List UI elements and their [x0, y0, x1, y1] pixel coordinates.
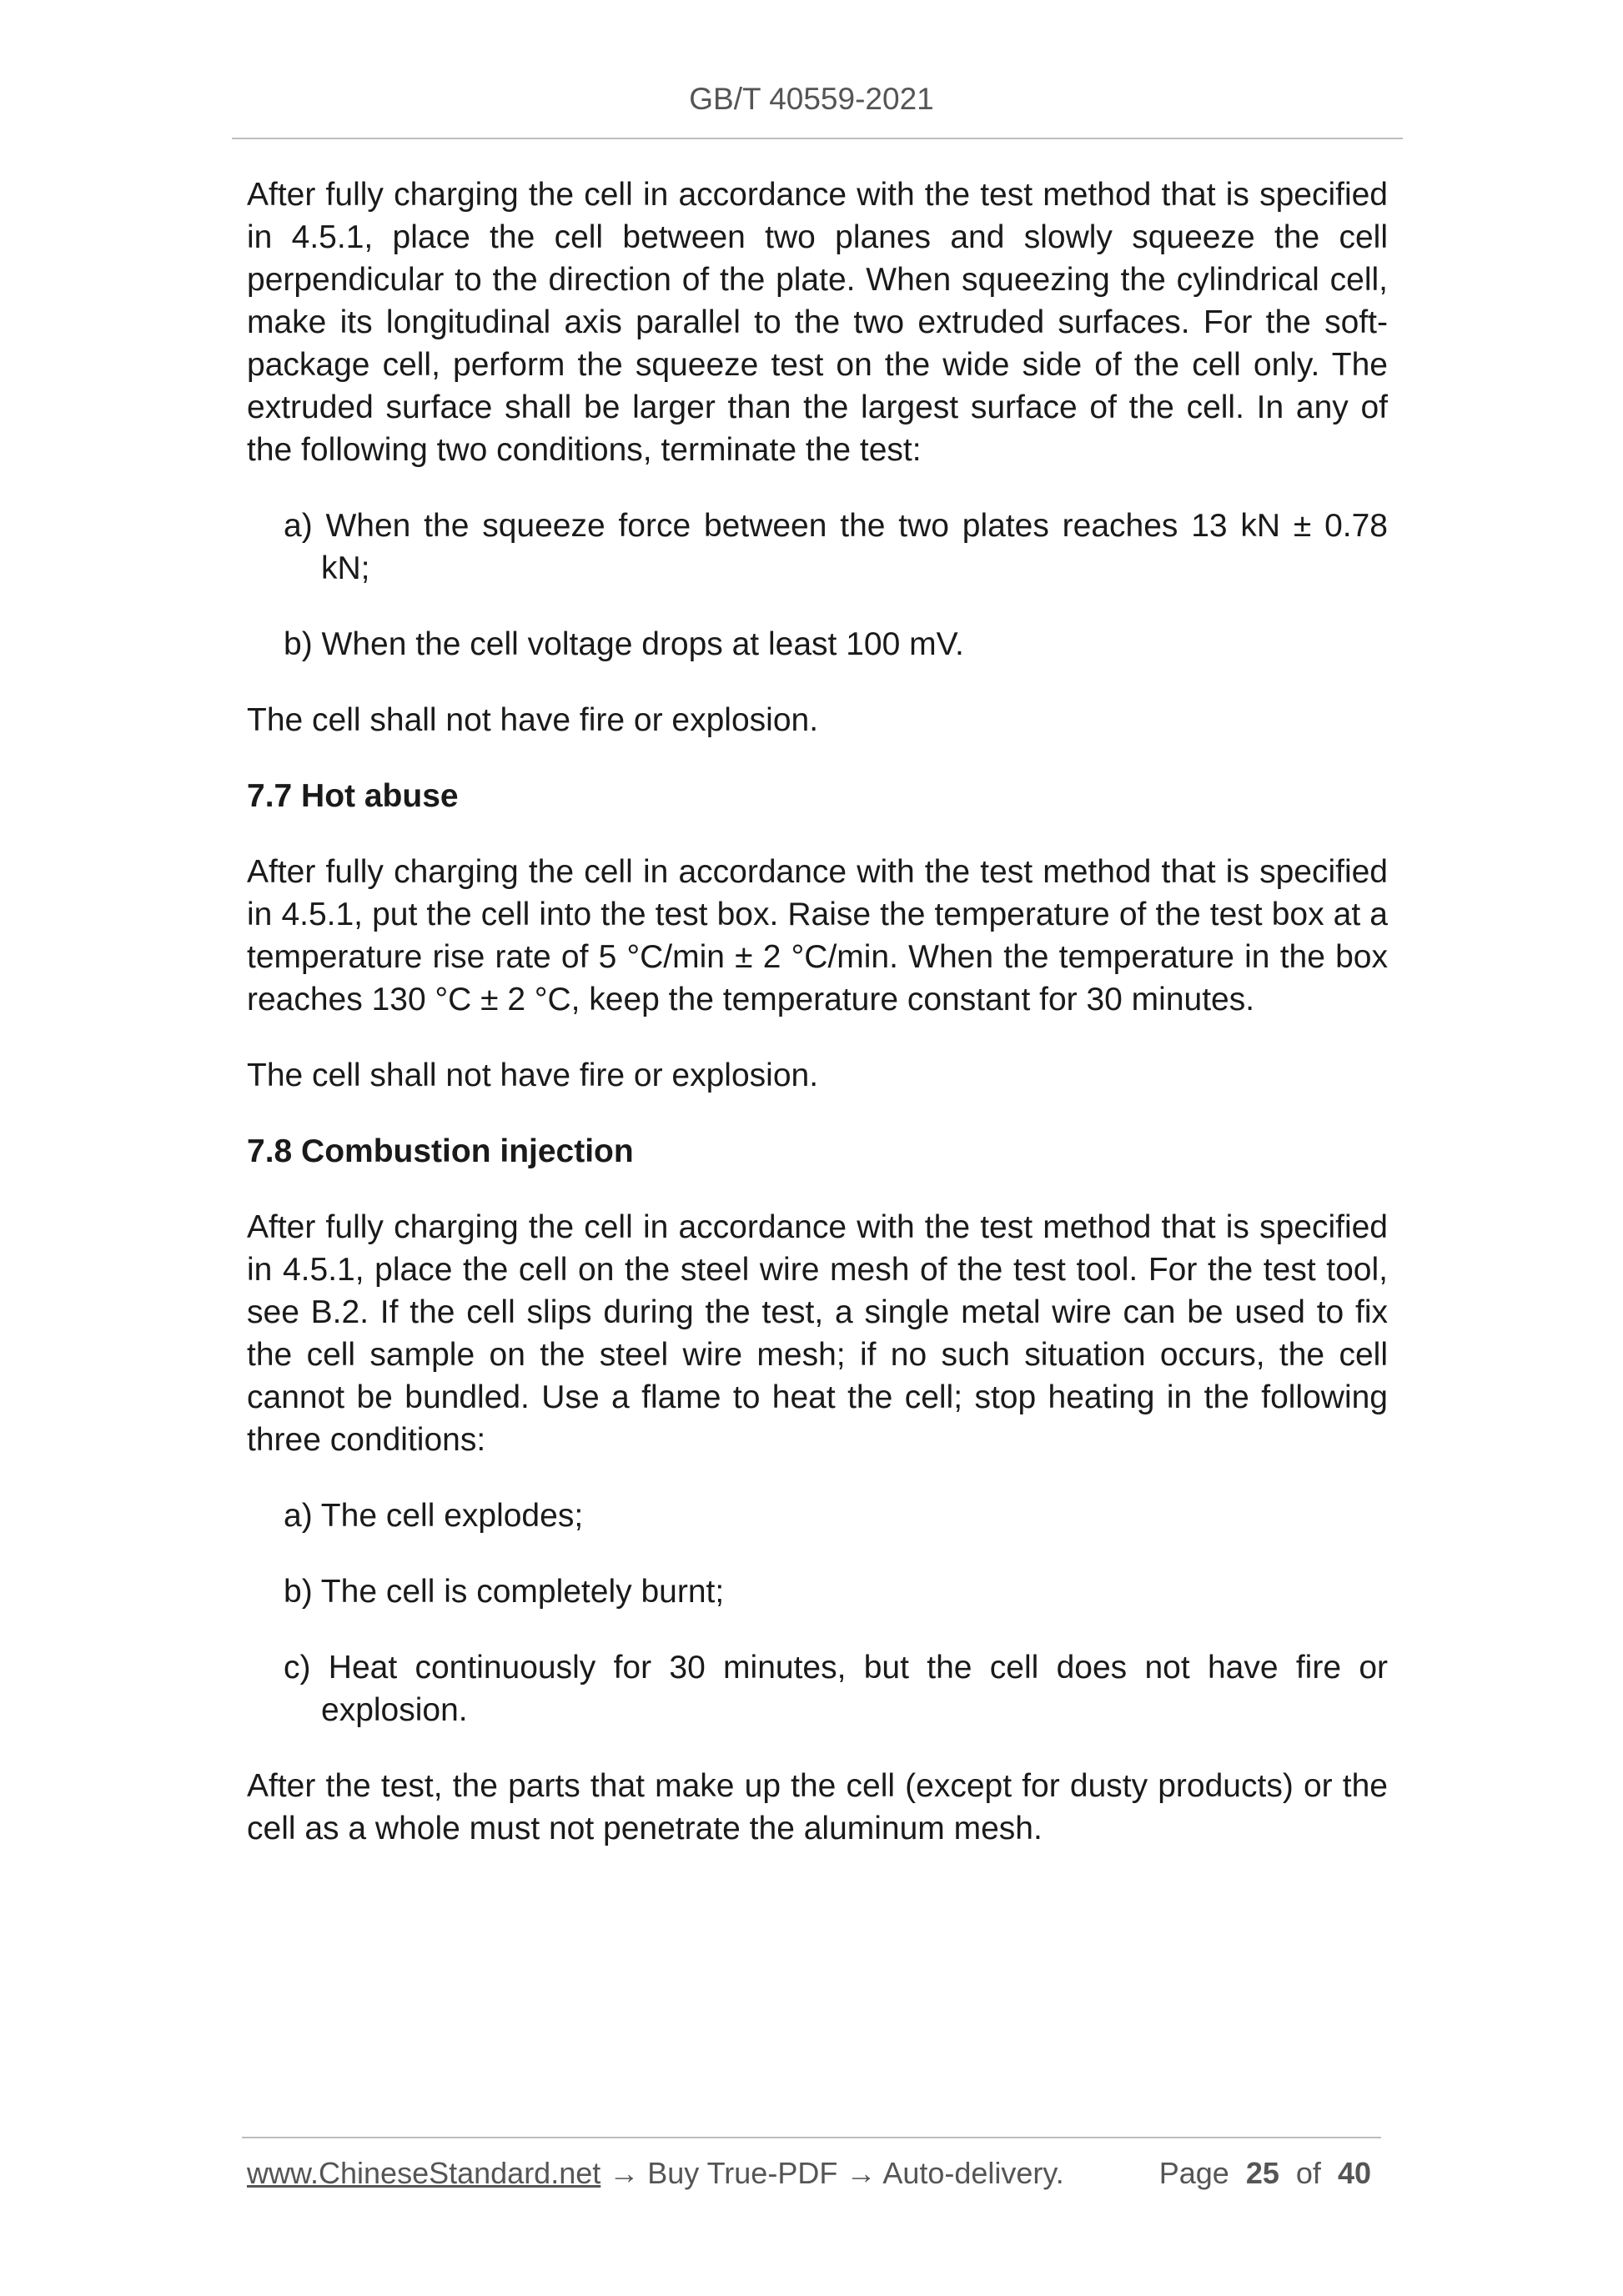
page-content — [247, 173, 1388, 1883]
page-footer — [247, 2156, 1381, 2198]
paragraph-combustion-requirement: After the test, the parts that make up the cell (except for dusty products) or the cell as a whole must not penetrate the aluminum mesh. — [247, 1768, 1388, 1846]
paragraph-combustion-procedure: After fully charging the cell in accordance with the test method that is specified in 4.5.1, place the cell on the steel wire mesh of the test tool. For the test tool, see B.2. If the cell slips during the test, a single metal wire can be used to fix the cell sample on the steel wire mesh; if no such situation occurs, the cell cannot be bundled. Use a flame to heat the cell; stop heating in the following three conditions: — [247, 1209, 1388, 1458]
paragraph-hot-abuse-requirement: The cell shall not have fire or explosion. — [247, 1058, 819, 1093]
paragraph-hot-abuse-procedure: After fully charging the cell in accordance with the test method that is specified in 4.5.1, put the cell into the test box. Raise the temperature of the test box at a temperature rise rate of 5 °C/min ± 2 °C/min. When the temperature in the box reaches 130 °C ± 2 °C, keep the temperature constant for 30 minutes. — [247, 854, 1388, 1017]
list-item-cell-burnt: b) The cell is completely burnt; — [284, 1574, 725, 1610]
paragraph-squeeze-procedure: After fully charging the cell in accordance with the test method that is specified in 4.5.1, place the cell between two planes and slowly squeeze the cell perpendicular to the direction of the plate. When squeezing the cylindrical cell, make its longitudinal axis parallel to the two extruded surfaces. For the soft-package cell, perform the squeeze test on the wide side of the cell only. The extruded surface shall be larger than the largest surface of the cell. In any of the following two conditions, terminate the test: — [247, 177, 1388, 468]
footer-divider — [242, 2137, 1381, 2138]
header-divider — [232, 138, 1403, 139]
page-total: 40 — [1337, 2156, 1371, 2190]
paragraph-squeeze-requirement: The cell shall not have fire or explosion. — [247, 702, 819, 738]
list-item-heat-continuously: c) Heat continuously for 30 minutes, but the cell does not have fire or explosion. — [284, 1650, 1388, 1728]
chinesestandard-link[interactable]: www.ChineseStandard.net — [247, 2156, 601, 2190]
document-header: GB/T 40559-2021 — [689, 82, 934, 116]
section-heading-combustion-injection: 7.8 Combustion injection — [247, 1133, 634, 1169]
section-heading-hot-abuse: 7.7 Hot abuse — [247, 778, 459, 814]
page-label: Page — [1158, 2156, 1229, 2190]
footer-promo — [247, 2156, 1064, 2191]
page-indicator — [1159, 2156, 1371, 2191]
list-item-voltage-drop: b) When the cell voltage drops at least 100 mV. — [284, 626, 964, 662]
of-label: of — [1295, 2156, 1321, 2190]
list-item-squeeze-force: a) When the squeeze force between the two plates reaches 13 kN ± 0.78 kN; — [284, 508, 1388, 586]
page-number: 25 — [1245, 2156, 1279, 2190]
list-item-cell-explodes: a) The cell explodes; — [284, 1498, 584, 1534]
footer-tagline: → Buy True-PDF → Auto-delivery. — [600, 2156, 1064, 2190]
